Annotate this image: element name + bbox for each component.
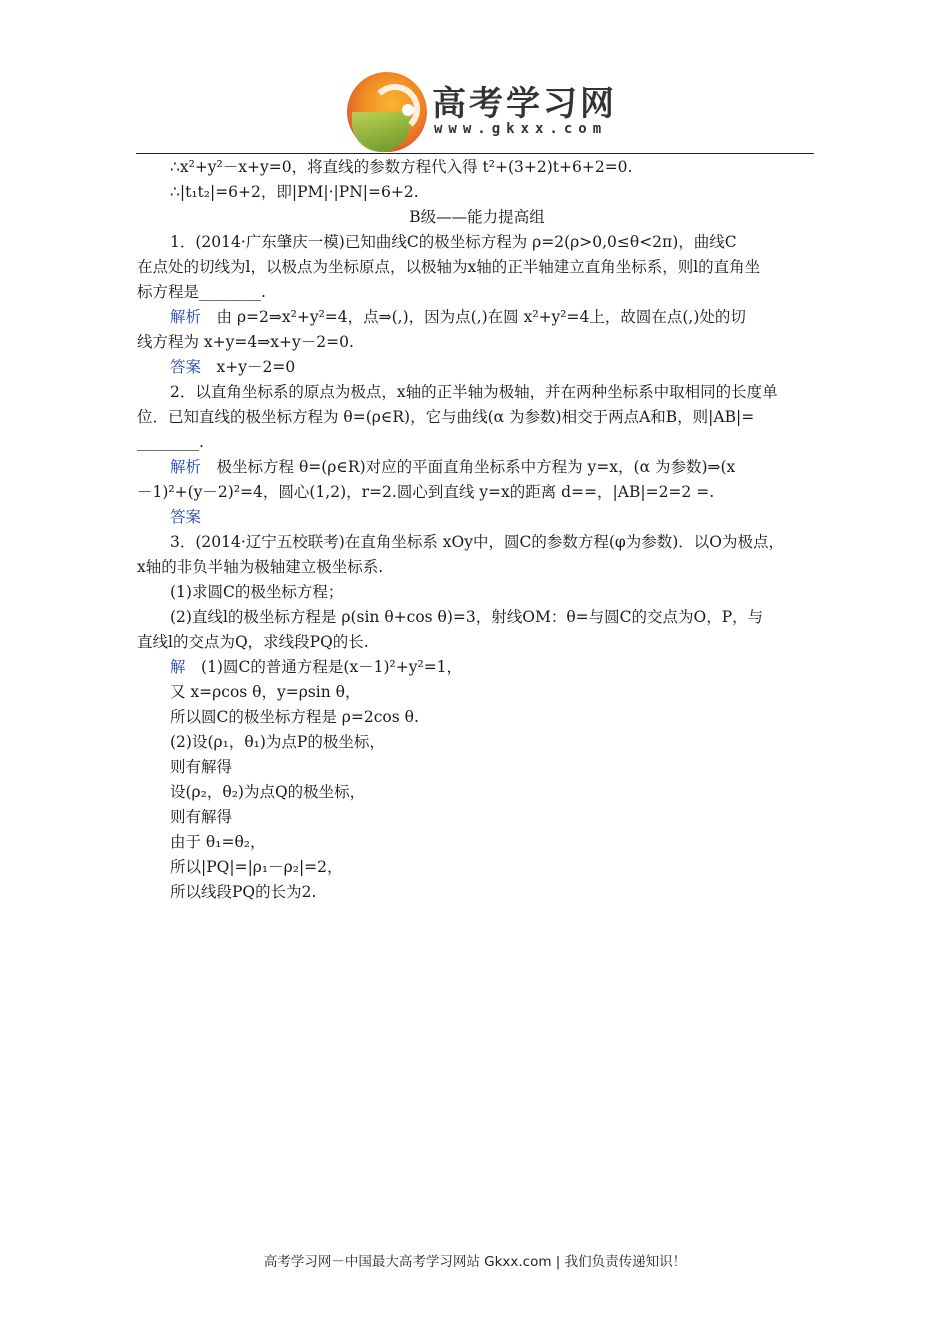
solution-text: 极坐标方程 θ=(ρ∈R)对应的平面直角坐标系中方程为 y=x，(α 为参数)⇒(x bbox=[201, 458, 736, 476]
solution-2-line: －1)²+(y－2)²=4，圆心(1,2)，r=2.圆心到直线 y=x的距离 d==，|AB|=2=2 =. bbox=[137, 483, 715, 501]
solution-label: 解析 bbox=[170, 308, 202, 326]
solution-3-line bbox=[137, 655, 817, 680]
question-1-line: 1．(2014·广东肇庆一模)已知曲线C的极坐标方程为 ρ=2(ρ>0,0≤θ<2π)，曲线C bbox=[170, 233, 737, 251]
solution-label: 解析 bbox=[170, 458, 202, 476]
solution-3-line: 设(ρ₂，θ₂)为点Q的极坐标， bbox=[170, 783, 366, 801]
question-3-line: 直线l的交点为Q，求线段PQ的长. bbox=[137, 633, 369, 651]
logo-url: www.gkxx.com bbox=[434, 121, 608, 137]
answer-label: 答案 bbox=[170, 358, 202, 376]
question-3-line: (2)直线l的极坐标方程是 ρ(sin θ+cos θ)=3，射线OM：θ=与圆C的交点为O，P，与 bbox=[170, 608, 764, 626]
solution-3-line: 所以圆C的极坐标方程是 ρ=2cos θ. bbox=[170, 708, 419, 726]
solution-3-line: 则有解得 bbox=[170, 758, 233, 776]
text-line: ∴|t₁t₂|=6+2，即|PM|·|PN|=6+2. bbox=[170, 183, 419, 201]
section-heading: B级——能力提高组 bbox=[409, 208, 545, 226]
logo-title: 高考学习网 bbox=[432, 84, 617, 124]
solution-3-line: 由于 θ₁=θ₂， bbox=[170, 833, 266, 851]
page-footer: 高考学习网－中国最大高考学习网站 Gkxx.com | 我们负责传递知识！ bbox=[263, 1254, 687, 1270]
question-2-line: 位．已知直线的极坐标方程为 θ=(ρ∈R)，它与曲线(α 为参数)相交于两点A和B，则|AB|= bbox=[137, 408, 755, 426]
answer-label: 答案 bbox=[170, 508, 202, 526]
solution-3-line: 所以|PQ|=|ρ₁－ρ₂|=2， bbox=[170, 858, 343, 876]
question-3-line: x轴的非负半轴为极轴建立极坐标系. bbox=[137, 558, 384, 576]
solution-3-line: 则有解得 bbox=[170, 808, 233, 826]
question-1-line: 标方程是________. bbox=[137, 283, 266, 301]
solution-3-line: (2)设(ρ₁，θ₁)为点P的极坐标， bbox=[170, 733, 385, 751]
answer-1-line bbox=[137, 355, 817, 380]
solution-label: 解 bbox=[170, 658, 186, 676]
page-header bbox=[0, 0, 950, 160]
solution-3-line: 又 x=ρcos θ，y=ρsin θ， bbox=[170, 683, 361, 701]
answer-2-line bbox=[137, 505, 817, 530]
solution-2-line bbox=[137, 455, 817, 480]
question-1-line: 在点处的切线为l，以极点为坐标原点，以极轴为x轴的正半轴建立直角坐标系，则l的直角坐 bbox=[137, 258, 761, 276]
solution-1-line: 线方程为 x+y=4⇒x+y－2=0. bbox=[137, 333, 354, 351]
solution-1-line bbox=[137, 305, 817, 330]
question-3-line: 3．(2014·辽宁五校联考)在直角坐标系 xOy中，圆C的参数方程(φ为参数)．以O为极点， bbox=[170, 533, 784, 551]
document-body bbox=[137, 155, 817, 905]
solution-text: (1)圆C的普通方程是(x－1)²+y²=1， bbox=[185, 658, 463, 676]
question-2-line: 2．以直角坐标系的原点为极点，x轴的正半轴为极轴，并在两种坐标系中取相同的长度单 bbox=[170, 383, 778, 401]
solution-text: 由 ρ=2⇒x²+y²=4，点⇒(,)，因为点(,)在圆 x²+y²=4上，故圆在点(,)处的切 bbox=[201, 308, 746, 326]
answer-text: x+y－2=0 bbox=[201, 358, 296, 376]
question-2-line: ________. bbox=[137, 433, 204, 451]
header-divider bbox=[136, 153, 814, 154]
question-3-line: (1)求圆C的极坐标方程； bbox=[170, 583, 344, 601]
text-line: ∴x²+y²－x+y=0，将直线的参数方程代入得 t²+(3+2)t+6+2=0. bbox=[170, 158, 633, 176]
solution-3-line: 所以线段PQ的长为2. bbox=[170, 883, 317, 901]
logo-dot-icon bbox=[402, 104, 414, 116]
